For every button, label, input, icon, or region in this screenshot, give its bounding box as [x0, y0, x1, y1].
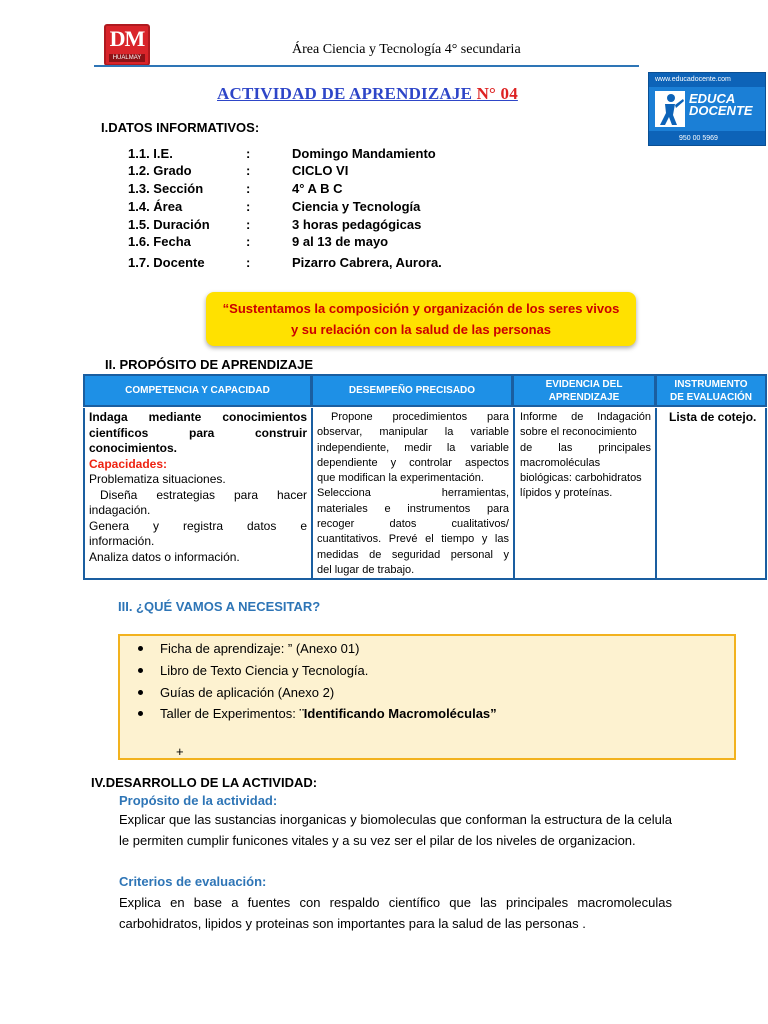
info-value: CICLO VI — [292, 163, 349, 178]
header-area-line: Área Ciencia y Tecnología 4° secundaria — [292, 42, 521, 57]
info-sep: : — [246, 234, 251, 249]
list-item-bold-text: ¨Identificando Macromoléculas” — [299, 706, 497, 721]
educa-brand-line2: DOCENTE — [689, 103, 753, 118]
table-header-evidencia: EVIDENCIA DEL APRENDIZAJE — [512, 374, 656, 407]
materials-box — [118, 634, 736, 760]
list-item-text: Ficha de aprendizaje: ” (Anexo 01) — [160, 641, 360, 656]
info-value: Ciencia y Tecnología — [292, 199, 421, 214]
info-key: 1.6. Fecha — [128, 234, 191, 249]
evidencia-line: sobre el reconocimiento — [520, 426, 637, 439]
capacidades-list — [89, 472, 307, 565]
educa-brand — [689, 93, 753, 117]
list-item-text: Libro de Texto Ciencia y Tecnología. — [160, 663, 369, 678]
competencia-line: conocimientos. — [89, 441, 178, 455]
title-number: N° 04 — [476, 84, 518, 103]
evidencia-line: lípidos y proteínas. — [520, 487, 613, 500]
competencia-line: científicos para construir — [89, 425, 307, 440]
desempeno-line: medidas de seguridad personal y — [317, 548, 509, 561]
educa-brand-line1: EDUCA — [689, 91, 736, 106]
info-key: 1.3. Sección — [128, 181, 204, 196]
page-title — [217, 84, 518, 104]
bullet-icon — [138, 711, 143, 716]
desempeno-line: independiente, medir la variable — [317, 441, 509, 454]
purpose-label: Propósito de la actividad: — [119, 793, 278, 808]
title-main: ACTIVIDAD DE APRENDIZAJE — [217, 84, 477, 103]
info-key: 1.4. Área — [128, 199, 183, 214]
activity-theme-box — [206, 292, 636, 346]
educa-docente-logo — [648, 72, 766, 146]
list-item-text: Taller de Experimentos: — [160, 706, 300, 721]
table-header-competencia: COMPETENCIA Y CAPACIDAD — [83, 374, 312, 407]
info-value: Pizarro Cabrera, Aurora. — [292, 255, 442, 270]
section3-heading: III. ¿QUÉ VAMOS A NECESITAR? — [118, 599, 321, 614]
info-key: 1.1. I.E. — [128, 146, 173, 161]
list-item — [160, 663, 368, 678]
info-value: 4° A B C — [292, 181, 343, 196]
competencia-line: Indaga mediante conocimientos — [89, 410, 307, 424]
table-header-instrumento: INSTRUMENTO DE EVALUACIÓN — [655, 374, 767, 407]
desempeno-text — [317, 410, 509, 578]
capacidad-item: Problematiza situaciones. — [89, 472, 226, 486]
info-sep: : — [246, 181, 251, 196]
bullet-icon — [138, 668, 143, 673]
evidencia-line: biológicas: carbohidratos — [520, 472, 642, 485]
info-sep: : — [246, 146, 251, 161]
criteria-text: Explica en base a fuentes con respaldo científico que las principales macromoleculas carbohidratos, lipidos y proteinas son importantes para la salud de las personas . — [119, 895, 672, 931]
capacidades-label: Capacidades: — [89, 456, 168, 471]
list-item — [160, 641, 359, 656]
section1-heading: I.DATOS INFORMATIVOS: — [101, 120, 260, 135]
theme-line1: “Sustentamos la composición y organización de los seres vivos — [222, 301, 620, 316]
capacidad-item: Genera y registra datos e — [89, 518, 307, 533]
evidencia-line: de las principales — [520, 441, 651, 454]
cell-competencia — [83, 408, 311, 580]
evidencia-line: macromoléculas — [520, 456, 601, 469]
instrumento-text: Lista de cotejo. — [669, 410, 757, 424]
logo-text: DM — [109, 26, 145, 51]
bullet-icon — [138, 690, 143, 695]
desempeno-line: observar, manipular la variable — [317, 426, 509, 439]
table-header-desempeno: DESEMPEÑO PRECISADO — [311, 374, 513, 407]
theme-line2: y su relación con la salud de las personas — [290, 322, 552, 337]
desempeno-line: que modifican la experimentación. — [317, 472, 484, 485]
desempeno-line: Selecciona herramientas, — [317, 487, 509, 500]
desempeno-line: dependiente y controlar aspectos — [317, 456, 509, 469]
list-item-text: Guías de aplicación (Anexo 2) — [160, 685, 335, 700]
capacidad-item: información. — [89, 534, 155, 548]
desempeno-line: recoger datos cualitativos/ — [317, 518, 509, 531]
desempeno-line: del lugar de trabajo. — [317, 563, 415, 576]
dm-logo — [104, 24, 150, 66]
extra-mark: + — [176, 744, 184, 759]
bullet-icon — [138, 646, 143, 651]
table-bottom-border — [83, 578, 767, 580]
info-key: 1.5. Duración — [128, 217, 210, 232]
info-key: 1.2. Grado — [128, 163, 192, 178]
info-sep: : — [246, 217, 251, 232]
info-sep: : — [246, 163, 251, 178]
cell-desempeno — [311, 408, 513, 580]
cell-evidencia — [513, 408, 655, 580]
section4-heading: IV.DESARROLLO DE LA ACTIVIDAD: — [91, 775, 318, 790]
desempeno-line: materiales e instrumentos para — [317, 502, 509, 515]
desempeno-line: Propone procedimientos para — [331, 411, 509, 423]
desempeno-line: cuantitativos. Prevé el tiempo y las — [317, 533, 509, 546]
teacher-figure-icon — [655, 91, 685, 127]
list-item — [160, 706, 497, 721]
purpose-text: Explicar que las sustancias inorganicas y biomoleculas que conforman la estructura de la celula le permiten cumplir funicones vitales y a su vez ser el pilar de los niveles de organizacion. — [119, 812, 672, 848]
info-sep: : — [246, 255, 251, 270]
capacidad-item: Analiza datos o información. — [89, 549, 240, 564]
header-divider — [94, 65, 639, 67]
section2-heading: II. PROPÓSITO DE APRENDIZAJE — [105, 357, 314, 372]
educa-site: www.educadocente.com — [655, 76, 731, 83]
info-value: Domingo Mandamiento — [292, 146, 436, 161]
capacidad-item: indagación. — [89, 503, 151, 517]
cell-instrumento — [655, 408, 767, 580]
info-value: 3 horas pedagógicas — [292, 217, 422, 232]
evidencia-text — [520, 410, 651, 502]
info-key: 1.7. Docente — [128, 255, 205, 270]
educa-phone: 950 00 5969 — [679, 135, 718, 142]
info-value: 9 al 13 de mayo — [292, 234, 389, 249]
evidencia-line: Informe de Indagación — [520, 411, 651, 423]
competencia-text — [89, 410, 307, 457]
criteria-label: Criterios de evaluación: — [119, 874, 267, 889]
logo-subtext: HUALMAY — [109, 54, 145, 62]
capacidad-item: Diseña estrategias para hacer — [100, 487, 307, 502]
list-item — [160, 685, 334, 700]
info-sep: : — [246, 199, 251, 214]
